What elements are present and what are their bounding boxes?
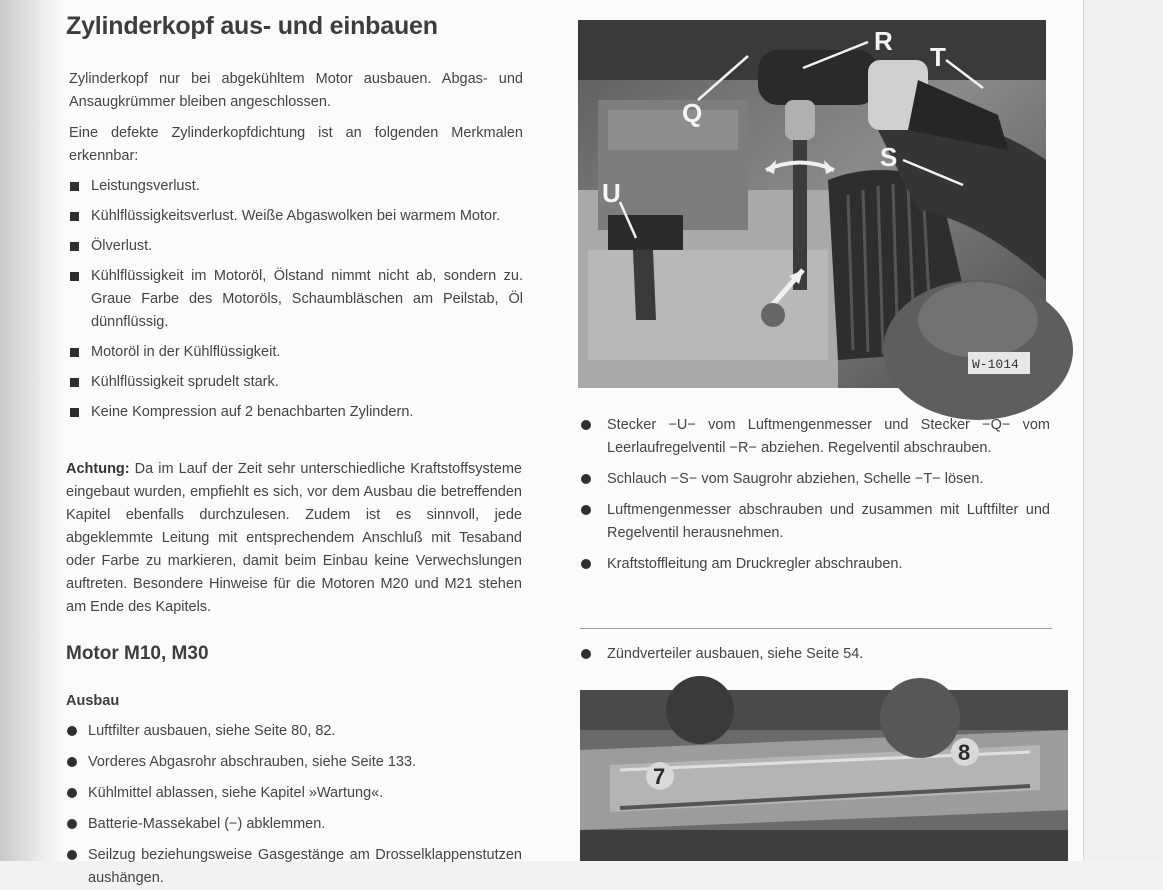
photo-code: W-1014	[972, 357, 1019, 372]
step-item: Batterie-Massekabel (−) abklemmen.	[66, 813, 522, 836]
symptom-item: Kühlflüssigkeit im Motoröl, Ölstand nimmt nicht ab, sondern zu. Graue Farbe des Motoröls, Schaumbläschen am Peilstab, Öl dünnflüssig.	[69, 265, 523, 334]
symptom-item: Motoröl in der Kühlflüssigkeit.	[69, 341, 523, 364]
square-bullet-icon	[70, 378, 79, 387]
attention-text: Da im Lauf der Zeit sehr unterschiedliche Kraftstoffsysteme eingebaut wurden, empfiehlt es sich, vor dem Ausbau die betreffenden Kapitel ebenfalls durchzulesen. Zudem ist es sinnvoll, jede abgeklemmte Leitung mit entsprechendem Anschluß mit Tesaband oder Farbe zu markieren, damit beim Einbau keine Verwechslungen auftreten. Besondere Hinweise für die Motoren M20 und M21 stehen am Ende des Kapitels.	[66, 461, 522, 615]
round-bullet-icon	[67, 819, 77, 829]
round-bullet-icon	[67, 788, 77, 798]
round-bullet-icon	[581, 559, 591, 569]
step-item: Seilzug beziehungsweise Gasgestänge am Drosselklappenstutzen aushängen.	[66, 844, 522, 890]
step-item: Stecker −U− vom Luftmengenmesser und Stecker −Q− vom Leerlaufregelventil −R− abziehen. Regelventil abschrauben.	[580, 414, 1050, 460]
round-bullet-icon	[67, 850, 77, 860]
distributor-step-list	[580, 643, 1050, 666]
subsection-title: Ausbau	[66, 693, 120, 709]
photo-label-u: U	[602, 178, 621, 208]
section-title: Motor M10, M30	[66, 643, 209, 664]
left-column	[66, 12, 523, 886]
symptom-item: Leistungsverlust.	[69, 175, 523, 198]
page-title: Zylinderkopf aus- und einbauen	[66, 12, 438, 40]
photo-label-8: 8	[958, 740, 971, 765]
intro-paragraph-1: Zylinderkopf nur bei abgekühltem Motor ausbauen. Abgas- und Ansaugkrümmer bleiben angeschlossen.	[69, 71, 523, 110]
intro-paragraph-2: Eine defekte Zylinderkopfdichtung ist an folgenden Merkmalen erkennbar:	[69, 125, 523, 164]
attention-note	[66, 458, 522, 619]
photo-label-t: T	[930, 42, 946, 72]
ausbau-step-list	[66, 720, 522, 890]
round-bullet-icon	[581, 474, 591, 484]
square-bullet-icon	[70, 182, 79, 191]
step-item: Schlauch −S− vom Saugrohr abziehen, Schelle −T− lösen.	[580, 468, 1050, 491]
step-item: Kraftstoffleitung am Druckregler abschrauben.	[580, 553, 1050, 576]
attention-label: Achtung:	[66, 461, 130, 477]
round-bullet-icon	[67, 757, 77, 767]
symptom-item: Kühlflüssigkeit sprudelt stark.	[69, 371, 523, 394]
symptom-item: Kühlflüssigkeitsverlust. Weiße Abgaswolken bei warmem Motor.	[69, 205, 523, 228]
step-item: Luftfilter ausbauen, siehe Seite 80, 82.	[66, 720, 522, 743]
symptom-item: Keine Kompression auf 2 benachbarten Zylindern.	[69, 401, 523, 424]
photo-label-s: S	[880, 142, 898, 172]
round-bullet-icon	[581, 420, 591, 430]
photo-label-7: 7	[653, 764, 666, 789]
square-bullet-icon	[70, 348, 79, 357]
step-item: Kühlmittel ablassen, siehe Kapitel »Wartung«.	[66, 782, 522, 805]
step-item: Luftmengenmesser abschrauben und zusammen mit Luftfilter und Regelventil herausnehmen.	[580, 499, 1050, 545]
photo-label-q: Q	[682, 98, 703, 128]
cylinder-head-photo	[580, 690, 1068, 861]
round-bullet-icon	[581, 649, 591, 659]
square-bullet-icon	[70, 408, 79, 417]
engine-intake-photo	[578, 20, 1046, 388]
symptom-list	[69, 175, 523, 424]
removal-step-list	[580, 414, 1050, 576]
round-bullet-icon	[581, 505, 591, 515]
photo-label-r: R	[874, 26, 893, 56]
step-item: Zündverteiler ausbauen, siehe Seite 54.	[580, 643, 1050, 666]
symptom-item: Ölverlust.	[69, 235, 523, 258]
square-bullet-icon	[70, 242, 79, 251]
square-bullet-icon	[70, 272, 79, 281]
square-bullet-icon	[70, 212, 79, 221]
step-item: Vorderes Abgasrohr abschrauben, siehe Seite 133.	[66, 751, 522, 774]
section-divider	[580, 628, 1052, 629]
round-bullet-icon	[67, 726, 77, 736]
binding-shadow	[0, 0, 64, 861]
